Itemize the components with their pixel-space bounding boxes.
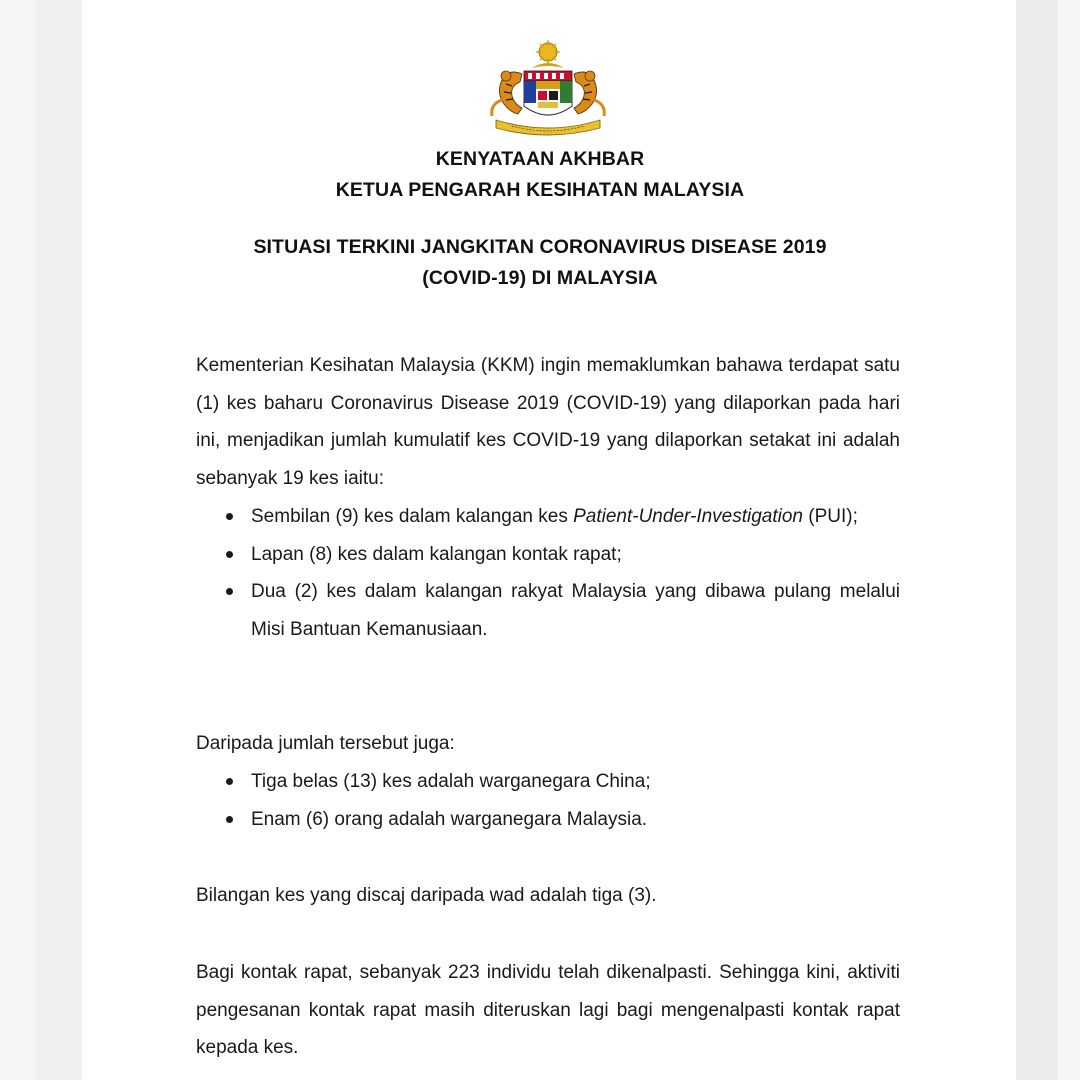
list-item — [196, 763, 900, 801]
coat-of-arms-icon — [482, 38, 614, 138]
list-item-text: Dua (2) kes dalam kalangan rakyat Malaysia yang dibawa pulang melalui Misi Bantuan Kemanusiaan. — [251, 581, 900, 640]
list-item — [196, 536, 900, 574]
bullet-icon — [226, 513, 233, 520]
bullet-icon — [226, 588, 233, 595]
issuer-title: KETUA PENGARAH KESIHATAN MALAYSIA — [335, 179, 745, 201]
contacts-paragraph: Bagi kontak rapat, sebanyak 223 individu telah dikenalpasti. Sehingga kini, aktiviti pengesanan kontak rapat masih diteruskan lagi bagi mengenalpasti kontak rapat kepada kes. — [196, 962, 900, 1058]
list-item — [196, 801, 900, 839]
case-category-list — [196, 498, 900, 648]
list-item-text: Lapan (8) kes dalam kalangan kontak rapat; — [251, 543, 622, 565]
nationality-list — [196, 763, 900, 838]
list-item-text-tail: (PUI); — [803, 506, 858, 527]
list-item — [196, 573, 900, 648]
press-release-label: KENYATAAN AKHBAR — [435, 148, 645, 170]
breakdown-intro: Daripada jumlah tersebut juga: — [196, 733, 455, 754]
list-item — [196, 498, 900, 536]
list-item-text: Tiga belas (13) kes adalah warganegara China; — [251, 771, 651, 792]
list-item-italic: Patient-Under-Investigation — [573, 506, 804, 527]
list-item-text: Enam (6) orang adalah warganegara Malaysia. — [251, 808, 648, 830]
document-title-line2: (COVID-19) DI MALAYSIA — [422, 267, 658, 289]
bullet-icon — [226, 778, 233, 785]
list-item-text: Sembilan (9) kes dalam kalangan kes — [251, 506, 574, 527]
document-title-line1: SITUASI TERKINI JANGKITAN CORONAVIRUS DISEASE 2019 — [253, 236, 827, 258]
intro-paragraph: Kementerian Kesihatan Malaysia (KKM) ingin memaklumkan bahawa terdapat satu (1) kes baharu Coronavirus Disease 2019 (COVID-19) yang dilaporkan pada hari ini, menjadikan jumlah kumulatif kes COVID-19 yang dilaporkan setakat ini adalah sebanyak 19 kes iaitu: — [196, 355, 900, 489]
discharged-paragraph: Bilangan kes yang discaj daripada wad adalah tiga (3). — [196, 885, 657, 906]
bullet-icon — [226, 816, 233, 823]
bullet-icon — [226, 551, 233, 558]
